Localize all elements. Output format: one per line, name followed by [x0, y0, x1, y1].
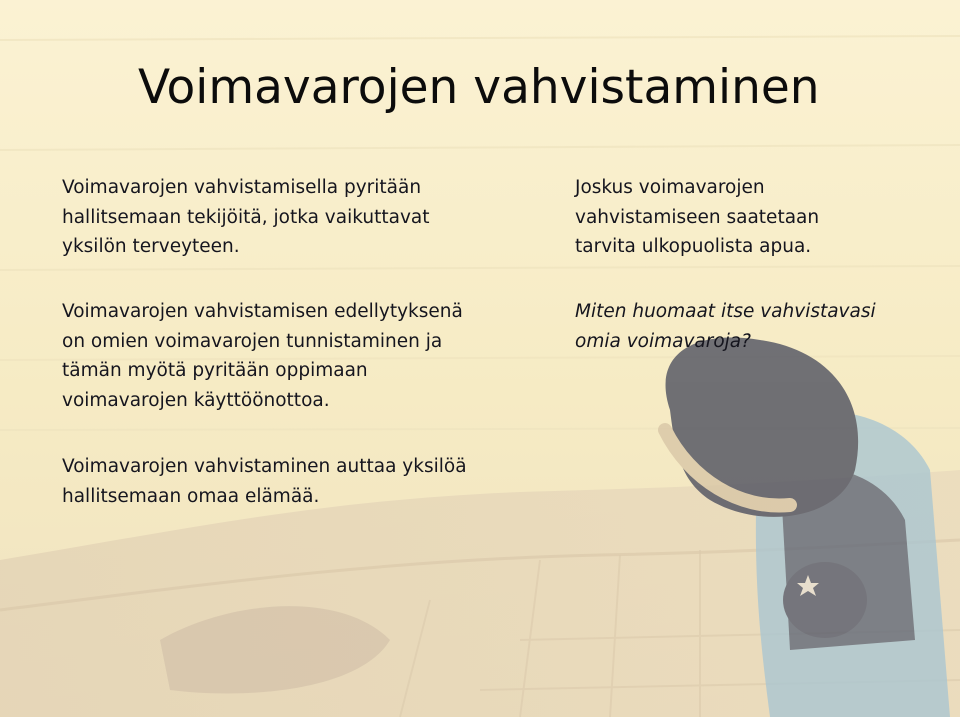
paragraph-3 [62, 452, 532, 511]
text-line: yksilön terveyteen. [62, 236, 240, 257]
text-line: hallitsemaan omaa elämää. [62, 485, 320, 507]
text-line: Joskus voimavarojen [575, 177, 765, 198]
text-line: Voimavarojen vahvistamisen edellytyksenä [62, 301, 463, 322]
text-line: vahvistamiseen saatetaan [575, 206, 820, 228]
text-line: tarvita ulkopuolista apua. [575, 236, 812, 257]
text-line: on omien voimavarojen tunnistaminen ja [62, 330, 443, 352]
slide-title: Voimavarojen vahvistaminen [138, 60, 820, 115]
paragraph-right-1 [575, 173, 945, 262]
paragraph-right-question [575, 297, 945, 356]
text-line: omia voimavaroja? [575, 330, 751, 352]
text-line: voimavarojen käyttöönottoa. [62, 389, 330, 411]
text-line: hallitsemaan tekijöitä, jotka vaikuttavat [62, 206, 430, 228]
text-line: Miten huomaat itse vahvistavasi [575, 301, 876, 322]
paragraph-1 [62, 173, 532, 262]
text-line: tämän myötä pyritään oppimaan [62, 360, 368, 381]
text-line: Voimavarojen vahvistamisella pyritään [62, 177, 422, 198]
paragraph-2 [62, 297, 532, 415]
text-line: Voimavarojen vahvistaminen auttaa yksilöä [62, 456, 467, 477]
